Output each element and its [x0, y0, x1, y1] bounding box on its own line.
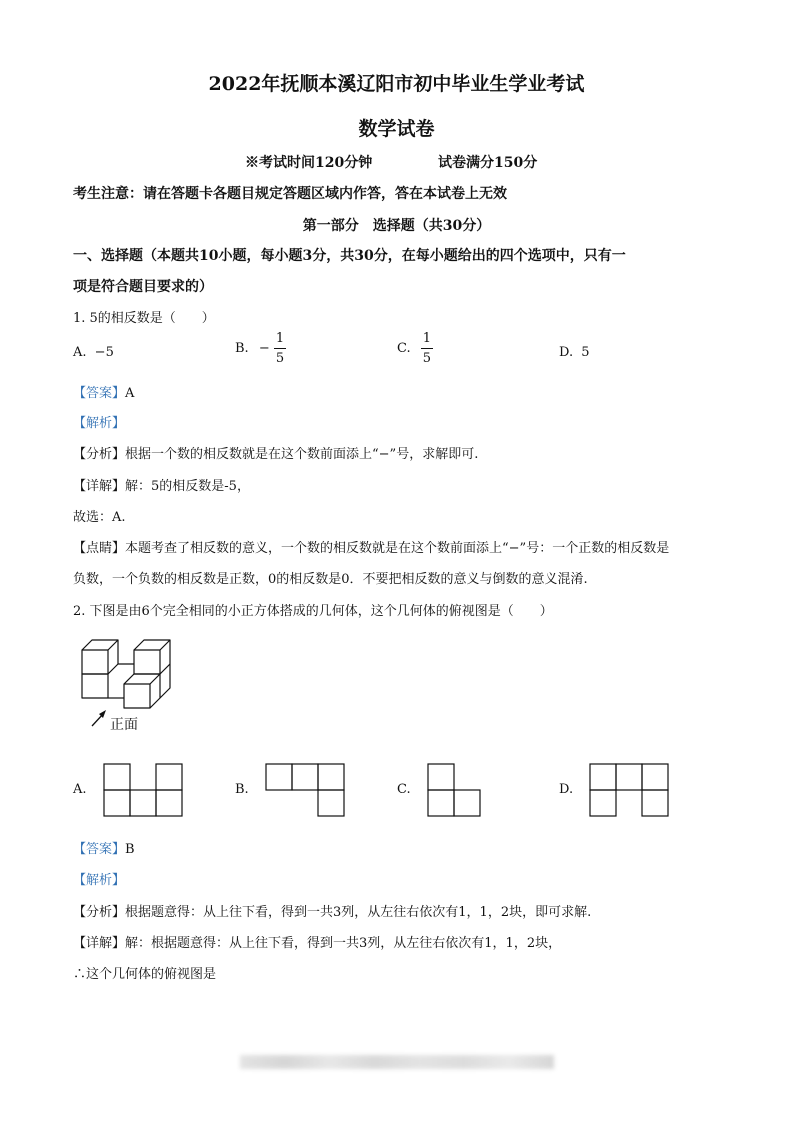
q1-option-a [73, 345, 114, 360]
q1-option-c-fraction [421, 332, 433, 365]
time-info: ※考试时间120分钟 [245, 155, 373, 171]
q1-answer-value: A [125, 386, 135, 401]
front-arrow-icon [90, 708, 110, 728]
q1-option-c-label: C. [397, 341, 411, 356]
q2-option-d-figure [589, 763, 669, 817]
q1-option-b [235, 332, 286, 365]
q1-option-c-numerator: 1 [421, 332, 433, 349]
q2-stem: 2. 下图是由6个完全相同的小正方体搭成的几何体，这个几何体的俯视图是（ ） [73, 604, 553, 619]
section-instructions-line1: 一、选择题（本题共10小题，每小题3分，共30分，在每小题给出的四个选项中，只有一 [73, 248, 626, 264]
q2-xiangjie [73, 932, 561, 951]
q1-dianjing-line1 [73, 537, 669, 556]
q2-option-b-figure [265, 763, 345, 817]
q2-therefore: ∴这个几何体的俯视图是 [73, 967, 217, 982]
q1-option-d-label: D. [559, 345, 574, 360]
q1-answer [73, 382, 134, 401]
q2-fenxi-text: 根据题意得：从上往下看，得到一共3列，从左往右依次有1，1，2块，即可求解. [125, 905, 592, 920]
q2-analysis-tag: 【解析】 [73, 873, 126, 888]
q2-fenxi [73, 901, 591, 920]
q1-option-d [559, 345, 590, 360]
q1-fenxi [73, 443, 478, 462]
q1-analysis-tag: 【解析】 [73, 416, 126, 431]
q1-dianjing-line2: 负数，一个负数的相反数是正数，0的相反数是0．不要把相反数的意义与倒数的意义混淆. [73, 572, 588, 587]
q2-fenxi-tag: 【分析】 [73, 905, 126, 920]
exam-subtitle: 数学试卷 [358, 118, 435, 140]
q1-dianjing-text1: 本题考查了相反数的意义，一个数的相反数就是在这个数前面添上“−”号：一个正数的相反数是 [125, 541, 670, 556]
q1-option-a-label: A. [73, 345, 87, 360]
q2-answer [73, 838, 135, 857]
section-instructions-line2: 项是符合题目要求的） [73, 279, 213, 295]
exam-title: 2022年抚顺本溪辽阳市初中毕业生学业考试 [208, 73, 585, 95]
q2-option-b-label: B. [235, 782, 249, 797]
q2-option-c-label: C. [397, 782, 411, 797]
q2-option-d-label: D. [559, 782, 574, 797]
q1-option-b-numerator: 1 [274, 332, 286, 349]
q2-xiangjie-tag: 【详解】 [73, 936, 126, 951]
q1-option-b-denominator: 5 [275, 351, 285, 366]
q2-answer-tag: 【答案】 [73, 842, 126, 857]
q2-xiangjie-text: 解：根据题意得：从上往下看，得到一共3列，从左往右依次有1，1，2块， [125, 936, 562, 951]
q1-option-b-sign: − [258, 341, 270, 356]
exam-notice: 考生注意：请在答题卡各题目规定答题区域内作答，答在本试卷上无效 [73, 186, 507, 202]
q1-dianjing-tag: 【点睛】 [73, 541, 126, 556]
q1-option-c [397, 332, 433, 365]
score-info: 试卷满分150分 [438, 155, 538, 171]
part-title: 第一部分 选择题（共30分） [302, 218, 491, 234]
q1-conclusion: 故选：A. [73, 510, 126, 525]
q1-option-b-fraction [274, 332, 286, 365]
q2-option-a-label: A. [73, 782, 87, 797]
q1-xiangjie-text: 解：5的相反数是-5， [125, 479, 250, 494]
q2-option-c-figure [427, 763, 483, 817]
q1-xiangjie-tag: 【详解】 [73, 479, 126, 494]
q1-fenxi-text: 根据一个数的相反数就是在这个数前面添上“−”号，求解即可. [125, 447, 479, 462]
front-label: 正面 [110, 717, 138, 733]
q2-option-a-figure [103, 763, 183, 817]
q1-option-b-label: B. [235, 341, 249, 356]
q1-option-d-value: 5 [581, 345, 590, 360]
q2-answer-value: B [125, 842, 135, 857]
q1-option-a-value: −5 [94, 345, 114, 360]
q1-fenxi-tag: 【分析】 [73, 447, 126, 462]
q1-answer-tag: 【答案】 [73, 386, 126, 401]
q1-stem: 1. 5的相反数是（ ） [73, 311, 215, 326]
q1-option-c-denominator: 5 [422, 351, 432, 366]
footer-watermark [240, 1055, 554, 1069]
q1-xiangjie [73, 475, 250, 494]
